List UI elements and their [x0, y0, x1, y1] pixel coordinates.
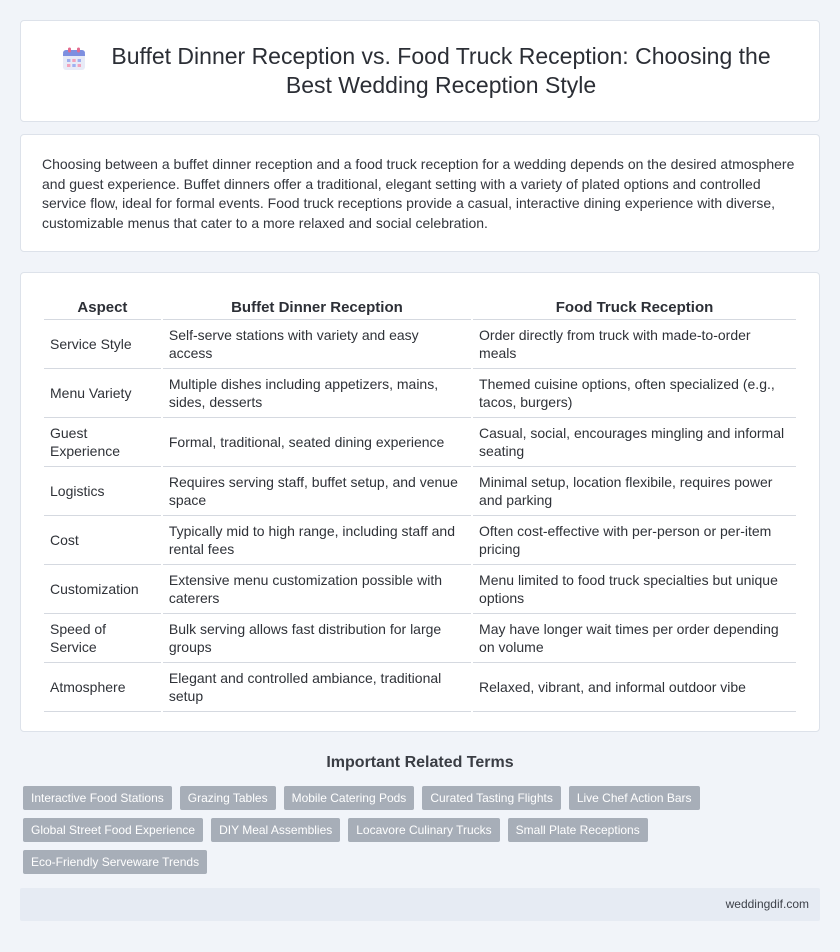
intro-paragraph: Choosing between a buffet dinner reception and a food truck reception for a wedding depends on the desired atmosphere and guest experience. Buffet dinners offer a traditional, elegant setting with a variety of plated options and controlled service flow, ideal for formal events. Food truck receptions provide a casual, interactive dining experience with diverse, customizable menus that cater to a more relaxed and social celebration. [42, 156, 795, 231]
buffet-cell: Self-serve stations with variety and easy access [163, 320, 471, 369]
aspect-cell: Customization [44, 565, 161, 614]
title-wrap [21, 42, 819, 100]
aspect-cell: Menu Variety [44, 369, 161, 418]
food-truck-cell: Minimal setup, location flexibile, requires power and parking [473, 467, 796, 516]
related-term-tag[interactable]: Grazing Tables [180, 786, 276, 810]
aspect-cell: Guest Experience [44, 418, 161, 467]
buffet-cell: Formal, traditional, seated dining experience [163, 418, 471, 467]
food-truck-cell: May have longer wait times per order depending on volume [473, 614, 796, 663]
buffet-cell: Typically mid to high range, including staff and rental fees [163, 516, 471, 565]
table-row [44, 565, 796, 614]
table-row [44, 614, 796, 663]
table-row [44, 369, 796, 418]
comparison-table [42, 296, 798, 712]
comparison-table-card [20, 272, 820, 732]
aspect-cell: Logistics [44, 467, 161, 516]
buffet-cell: Bulk serving allows fast distribution for large groups [163, 614, 471, 663]
table-row [44, 516, 796, 565]
table-row [44, 467, 796, 516]
food-truck-cell: Relaxed, vibrant, and informal outdoor vibe [473, 663, 796, 712]
related-term-tag[interactable]: Eco-Friendly Serveware Trends [23, 850, 207, 874]
table-row [44, 320, 796, 369]
intro-card [20, 134, 820, 252]
related-term-tag[interactable]: DIY Meal Assemblies [211, 818, 340, 842]
food-truck-cell: Order directly from truck with made-to-order meals [473, 320, 796, 369]
food-truck-cell: Often cost-effective with per-person or per-item pricing [473, 516, 796, 565]
aspect-cell: Speed of Service [44, 614, 161, 663]
calendar-icon [61, 46, 87, 72]
buffet-cell: Multiple dishes including appetizers, mains, sides, desserts [163, 369, 471, 418]
table-header-row [44, 296, 796, 320]
buffet-cell: Elegant and controlled ambiance, traditional setup [163, 663, 471, 712]
food-truck-cell: Menu limited to food truck specialties but unique options [473, 565, 796, 614]
food-truck-cell: Themed cuisine options, often specialized (e.g., tacos, burgers) [473, 369, 796, 418]
header-aspect: Aspect [44, 296, 161, 320]
related-term-tag[interactable]: Global Street Food Experience [23, 818, 203, 842]
related-terms-title: Important Related Terms [326, 754, 514, 771]
table-row [44, 663, 796, 712]
table-row [44, 418, 796, 467]
buffet-cell: Requires serving staff, buffet setup, and venue space [163, 467, 471, 516]
buffet-cell: Extensive menu customization possible with caterers [163, 565, 471, 614]
related-term-tag[interactable]: Mobile Catering Pods [284, 786, 415, 810]
related-term-tag[interactable]: Interactive Food Stations [23, 786, 172, 810]
footer-site-link[interactable]: weddingdif.com [725, 897, 809, 911]
header-food-truck: Food Truck Reception [473, 296, 796, 320]
related-term-tag[interactable]: Small Plate Receptions [508, 818, 648, 842]
footer [20, 888, 820, 921]
title-card [20, 20, 820, 122]
aspect-cell: Service Style [44, 320, 161, 369]
food-truck-cell: Casual, social, encourages mingling and informal seating [473, 418, 796, 467]
related-term-tag[interactable]: Curated Tasting Flights [422, 786, 561, 810]
page-title: Buffet Dinner Reception vs. Food Truck Reception: Choosing the Best Wedding Reception Style [111, 43, 771, 98]
aspect-cell: Cost [44, 516, 161, 565]
related-term-tag[interactable]: Live Chef Action Bars [569, 786, 700, 810]
related-terms-list [23, 786, 783, 882]
related-term-tag[interactable]: Locavore Culinary Trucks [348, 818, 499, 842]
aspect-cell: Atmosphere [44, 663, 161, 712]
header-buffet: Buffet Dinner Reception [163, 296, 471, 320]
